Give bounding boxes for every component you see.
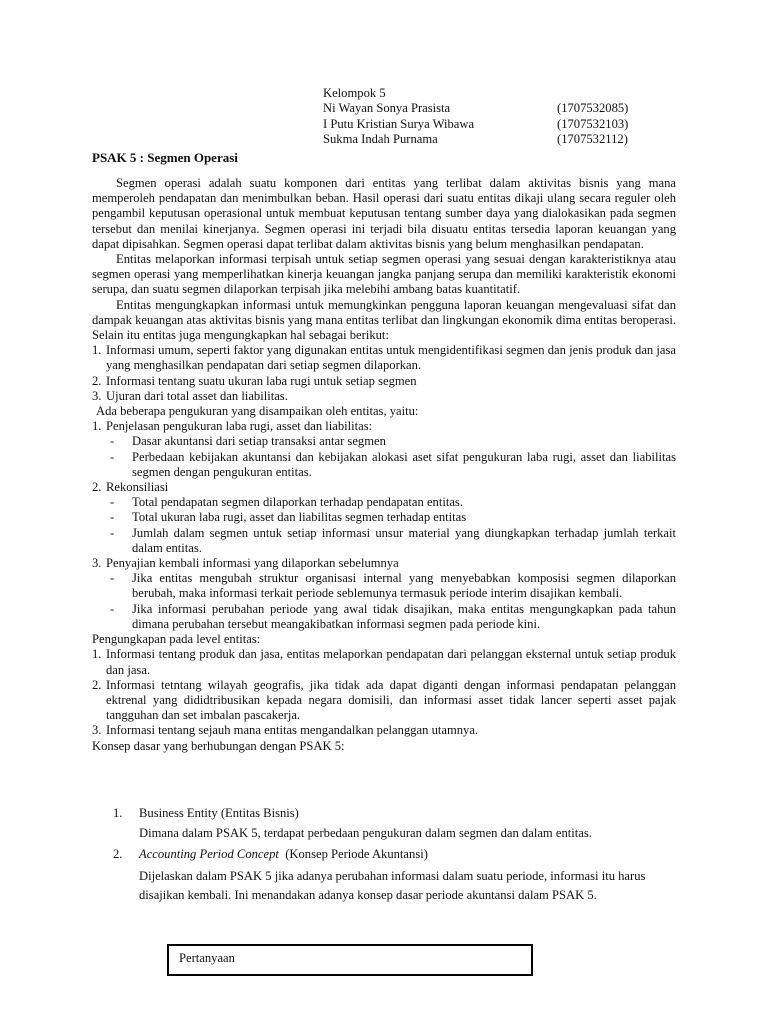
list-text: Informasi tetntang wilayah geografis, jika tidak ada dapat diganti dengan informasi pendapatan pelanggan ektrenal yang dididtribusikan kepada negara domisili, dan informasi asset tidak lancer seperti asset pajak tangguhan dan set imbalan pascakerja. xyxy=(106,677,676,723)
question-box xyxy=(167,944,533,976)
question-box-label: Pertanyaan xyxy=(179,951,235,965)
member-nim: (1707532085) xyxy=(557,101,629,115)
dash-bullet: - xyxy=(110,601,115,616)
list-item xyxy=(92,480,676,495)
dash-bullet: - xyxy=(110,510,115,525)
measurement-intro: Ada beberapa pengukuran yang disampaikan oleh entitas, yaitu: xyxy=(96,404,419,419)
document-title: PSAK 5 : Segmen Operasi xyxy=(92,150,238,165)
concept-number: 1. xyxy=(113,806,123,820)
dash-item xyxy=(92,450,676,480)
list-text: Informasi tentang suatu ukuran laba rugi untuk setiap segmen xyxy=(106,373,417,388)
member-list xyxy=(323,101,629,148)
list-item xyxy=(92,374,676,389)
member-row xyxy=(323,101,629,117)
member-name: Ni Wayan Sonya Prasista xyxy=(323,101,451,115)
member-nim: (1707532103) xyxy=(557,116,629,131)
concept-title xyxy=(139,847,676,862)
list-number: 3. xyxy=(92,723,102,738)
list-text: Informasi tentang produk dan jasa, entitas melaporkan pendapatan dari pelanggan eksternal untuk setiap produk dan jasa. xyxy=(106,647,676,677)
list-item xyxy=(92,389,676,404)
dash-item xyxy=(92,602,676,632)
list-item xyxy=(92,723,676,738)
entity-disclosure-intro: Pengungkapan pada level entitas: xyxy=(92,632,261,647)
concept-title: Business Entity (Entitas Bisnis) xyxy=(139,806,299,820)
member-name: I Putu Kristian Surya Wibawa xyxy=(323,116,475,131)
concept-item xyxy=(113,847,676,862)
paragraph: Segmen operasi adalah suatu komponen dari entitas yang terlibat dalam aktivitas bisnis yang mana memperoleh pendapatan dan menimbulkan beban. Hasil operasi dari suatu entitas dikaji ulang secara reguler oleh pengambil keputusan operasional untuk membuat keputusan tentang sumber daya yang dialokasikan pada segmen tersebut dan menilai kinerjanya. Segmen operasi ini terjadi bila disuatu entitas tersedia laporan keuangan yang dapat dipisahkan. Segmen operasi dapat terlibat dalam aktivitas bisnis yang belum menghasilkan pendapatan. xyxy=(92,176,676,251)
list-text: Ujuran dari total asset dan liabilitas. xyxy=(106,388,288,403)
dash-text: Jumlah dalam segmen untuk setiap informasi unsur material yang diungkapkan terhadap jumlah terkait dalam entitas. xyxy=(132,525,676,555)
dash-item xyxy=(92,571,676,601)
list-text: Penjelasan pengukuran laba rugi, asset dan liabilitas: xyxy=(106,419,373,434)
list-number: 3. xyxy=(92,388,102,403)
concept-title-rest: (Konsep Periode Akuntansi) xyxy=(285,846,428,861)
paragraph: Entitas melaporkan informasi terpisah untuk setiap segmen operasi yang sesuai dengan karakteristiknya atau segmen operasi yang memperlihatkan kinerja keuangan jangka panjang serupa dan memiliki karakteristik ekonomi serupa, dan suatu segmen dilaporkan terpisah jika melebihi ambang batas kuantitatif. xyxy=(92,252,676,297)
list-number: 1. xyxy=(92,419,102,434)
dash-bullet: - xyxy=(110,495,115,510)
list-item xyxy=(92,647,676,677)
list-item xyxy=(92,343,676,373)
dash-text: Total ukuran laba rugi, asset dan liabilitas segmen terhadap entitas xyxy=(132,510,467,525)
concept-number: 2. xyxy=(113,846,123,861)
concept-description: Dijelaskan dalam PSAK 5 jika adanya perubahan informasi dalam suatu periode, informasi itu harus disajikan kembali. Ini menandakan adanya konsep dasar periode akuntansi dalam PSAK 5. xyxy=(139,868,646,903)
list-number: 1. xyxy=(92,647,102,662)
dash-text: Total pendapatan segmen dilaporkan terhadap pendapatan entitas. xyxy=(132,495,463,510)
member-nim: (1707532112) xyxy=(557,132,628,147)
dash-item xyxy=(92,510,676,525)
concept-description: Dimana dalam PSAK 5, terdapat perbedaan pengukuran dalam segmen dan dalam entitas. xyxy=(139,826,592,841)
concept-list xyxy=(113,806,676,906)
dash-text: Jika entitas mengubah struktur organisasi internal yang menyebabkan komposisi segmen dilaporkan berubah, maka informasi terkait periode seblemunya termasuk periode interim disajikan kembali. xyxy=(132,571,676,601)
member-row xyxy=(323,132,628,148)
concepts-intro: Konsep dasar yang berhubungan dengan PSAK 5: xyxy=(92,738,345,753)
list-number: 2. xyxy=(92,373,102,388)
list-item xyxy=(92,678,676,724)
list-number: 2. xyxy=(92,677,102,692)
concept-item xyxy=(113,806,676,821)
list-item xyxy=(92,556,676,571)
list-text: Informasi umum, seperti faktor yang digunakan entitas untuk mengidentifikasi segmen dan jenis produk dan jasa yang menghasilkan pendapatan dari setiap segmen dilaporkan. xyxy=(106,343,676,373)
dash-bullet: - xyxy=(110,571,115,586)
dash-bullet: - xyxy=(110,449,115,464)
list-text: Informasi tentang sejauh mana entitas mengandalkan pelanggan utamnya. xyxy=(106,723,479,738)
dash-bullet: - xyxy=(110,525,115,540)
dash-item xyxy=(92,495,676,510)
group-label: Kelompok 5 xyxy=(323,86,386,100)
dash-bullet: - xyxy=(110,434,115,449)
member-row xyxy=(323,116,629,133)
paragraph: Entitas mengungkapkan informasi untuk memungkinkan pengguna laporan keuangan mengevaluasi sifat dan dampak keuangan atas aktivitas bisnis yang mana entitas terlibat dan lingkungan ekonomik dima entitas beroperasi. Selain itu entitas juga mengungkapkan hal sebagai berikut: xyxy=(92,297,676,343)
dash-text: Jika informasi perubahan periode yang awal tidak disajikan, maka entitas mengungkapkan pada tahun dimana perubahan tersebut meangakibatkan informasi segmen pada periode kini. xyxy=(132,601,676,631)
list-number: 1. xyxy=(92,343,102,358)
list-text: Rekonsiliasi xyxy=(106,480,169,495)
document-body xyxy=(92,176,676,754)
concept-title-italic: Accounting Period Concept xyxy=(139,846,279,861)
member-name: Sukma Indah Purnama xyxy=(323,132,438,147)
list-text: Penyajian kembali informasi yang dilaporkan sebelumnya xyxy=(106,556,399,571)
dash-item xyxy=(92,526,676,556)
list-number: 3. xyxy=(92,556,102,571)
list-item xyxy=(92,419,676,434)
dash-text: Dasar akuntansi dari setiap transaksi antar segmen xyxy=(132,434,386,449)
dash-item xyxy=(92,434,676,449)
dash-text: Perbedaan kebijakan akuntansi dan kebijakan alokasi aset sifat pengukuran laba rugi, asset dan liabilitas segmen dengan pengukuran entitas. xyxy=(132,449,676,479)
list-number: 2. xyxy=(92,480,102,495)
